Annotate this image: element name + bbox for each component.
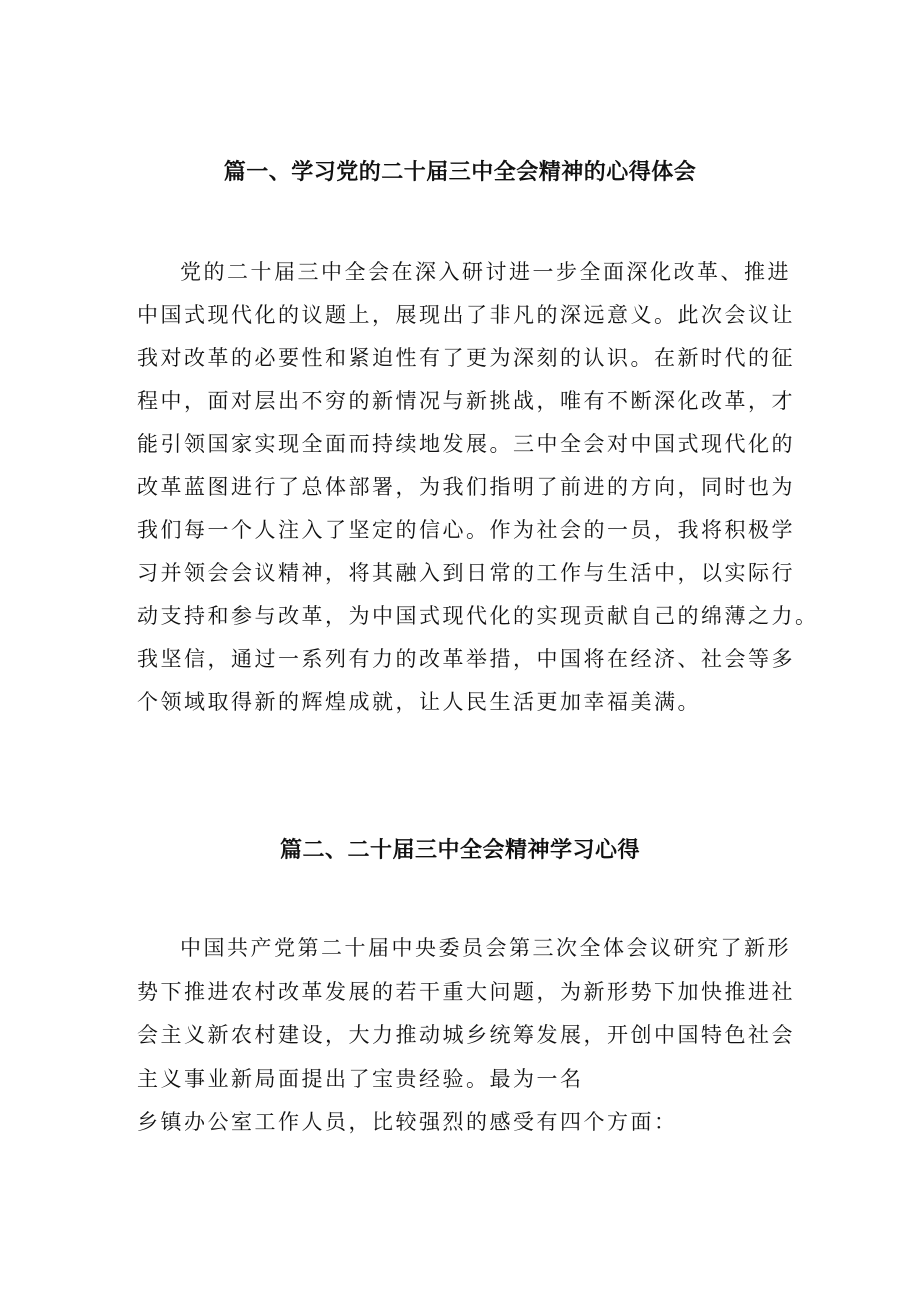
section-2-line-3: 会主义新农村建设，大力推动城乡统筹发展，开创中国特色社会 bbox=[137, 1023, 795, 1047]
section-1-title: 篇一、学习党的二十届三中全会精神的心得体会 bbox=[223, 160, 697, 185]
section-1-line-10: 我坚信，通过一系列有力的改革举措，中国将在经济、社会等多 bbox=[137, 647, 795, 671]
section-1-line-11: 个领域取得新的辉煌成就，让人民生活更加幸福美满。 bbox=[137, 690, 701, 714]
section-1-line-9: 动支持和参与改革，为中国式现代化的实现贡献自己的绵薄之力。 bbox=[137, 604, 819, 628]
section-2-title: 篇二、二十届三中全会精神学习心得 bbox=[279, 838, 640, 863]
section-1-line-1: 党的二十届三中全会在深入研讨进一步全面深化改革、推进 bbox=[180, 260, 791, 284]
section-1-line-6: 改革蓝图进行了总体部署，为我们指明了前进的方向，同时也为 bbox=[137, 475, 795, 499]
section-1-line-7: 我们每一个人注入了坚定的信心。作为社会的一员，我将积极学 bbox=[137, 518, 795, 542]
section-1-line-3: 我对改革的必要性和紧迫性有了更为深刻的认识。在新时代的征 bbox=[137, 346, 795, 370]
section-1-line-2: 中国式现代化的议题上，展现出了非凡的深远意义。此次会议让 bbox=[137, 303, 795, 327]
section-2-line-1: 中国共产党第二十届中央委员会第三次全体会议研究了新形 bbox=[180, 936, 791, 960]
section-2-line-5: 乡镇办公室工作人员，比较强烈的感受有四个方面： bbox=[137, 1110, 678, 1134]
section-2-line-2: 势下推进农村改革发展的若干重大问题，为新形势下加快推进社 bbox=[137, 980, 795, 1004]
section-1-line-5: 能引领国家实现全面而持续地发展。三中全会对中国式现代化的 bbox=[137, 432, 795, 456]
section-1-line-8: 习并领会会议精神，将其融入到日常的工作与生活中，以实际行 bbox=[137, 561, 795, 585]
section-2-line-4: 主义事业新局面提出了宝贵经验。最为一名 bbox=[137, 1067, 584, 1091]
section-1-line-4: 程中，面对层出不穷的新情况与新挑战，唯有不断深化改革，才 bbox=[137, 389, 795, 413]
